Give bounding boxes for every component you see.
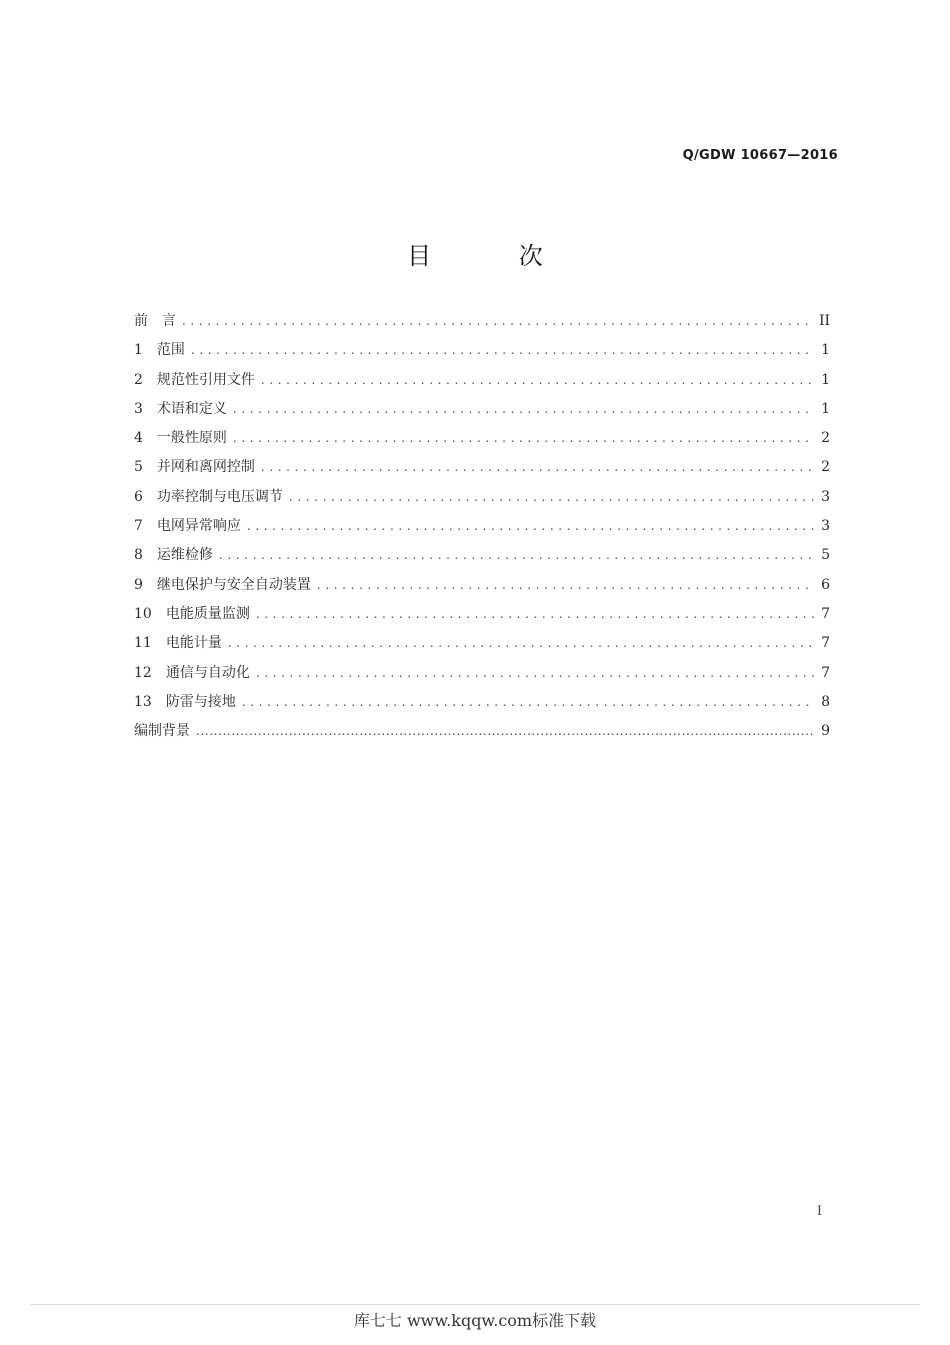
- toc-entry-2[interactable]: [134, 369, 830, 398]
- toc-entry-number: 11: [134, 635, 166, 652]
- toc-entry-page: 9: [821, 723, 830, 740]
- toc-dot-leader: [256, 603, 814, 625]
- toc-entry-number: 3: [134, 400, 157, 417]
- toc-entry-label: 通信与自动化: [165, 664, 250, 681]
- toc-entry-1[interactable]: [134, 339, 830, 368]
- toc-entry-background[interactable]: [134, 720, 830, 749]
- toc-entry-9[interactable]: [134, 574, 830, 603]
- toc-entry-label: 前 言: [134, 313, 176, 329]
- toc-dot-leader: [219, 544, 814, 566]
- toc-entry-11[interactable]: [134, 632, 830, 661]
- toc-entry-12[interactable]: [134, 662, 830, 691]
- toc-dot-leader: [242, 691, 814, 713]
- toc-dot-leader: [191, 339, 814, 361]
- toc-dot-leader: [233, 427, 814, 449]
- toc-entry-4[interactable]: [134, 427, 830, 456]
- footer-watermark-text: 库七七 www.kqqw.com标准下载: [353, 1311, 597, 1330]
- toc-entry-number: 9: [134, 576, 157, 593]
- toc-entry-5[interactable]: [134, 456, 830, 485]
- toc-entry-page: 7: [821, 605, 830, 622]
- toc-dot-leader: [261, 456, 814, 478]
- toc-dot-leader: [228, 632, 814, 654]
- toc-entry-page: 7: [821, 635, 830, 652]
- table-of-contents: [134, 310, 830, 749]
- toc-entry-label: 继电保护与安全自动装置: [156, 576, 311, 593]
- toc-entry-page: 8: [821, 693, 830, 710]
- toc-entry-8[interactable]: [134, 544, 830, 573]
- toc-dot-leader: [196, 720, 814, 742]
- toc-entry-page: 1: [821, 342, 830, 359]
- toc-entry-label: 术语和定义: [156, 400, 227, 417]
- toc-entry-number: 8: [134, 547, 157, 564]
- toc-dot-leader: [317, 574, 814, 596]
- footer-divider: [30, 1304, 920, 1305]
- toc-entry-13[interactable]: [134, 691, 830, 720]
- toc-dot-leader: [289, 486, 814, 508]
- toc-entry-page: 1: [821, 400, 830, 417]
- toc-entry-number: 5: [134, 459, 157, 476]
- toc-entry-number: 4: [134, 430, 157, 447]
- toc-entry-label: 功率控制与电压调节: [156, 488, 283, 505]
- toc-dot-leader: [256, 662, 814, 684]
- toc-entry-label: 规范性引用文件: [156, 371, 255, 388]
- toc-entry-3[interactable]: [134, 398, 830, 427]
- toc-entry-6[interactable]: [134, 486, 830, 515]
- toc-entry-number: 7: [134, 518, 157, 535]
- toc-entry-10[interactable]: [134, 603, 830, 632]
- toc-entry-page: 2: [821, 430, 830, 447]
- toc-entry-number: 1: [134, 342, 157, 359]
- toc-entry-label: 防雷与接地: [165, 693, 236, 710]
- toc-entry-label: 编制背景: [134, 723, 190, 740]
- toc-entry-page: 3: [821, 518, 830, 535]
- toc-entry-label: 电能质量监测: [165, 605, 250, 622]
- toc-dot-leader: [261, 369, 814, 391]
- toc-entry-page: 7: [821, 664, 830, 681]
- toc-entry-number: 6: [134, 488, 157, 505]
- toc-entry-number: 13: [134, 693, 166, 710]
- toc-title: 目 次: [407, 242, 583, 270]
- toc-entry-foreword[interactable]: [134, 310, 830, 339]
- toc-entry-label: 电能计量: [165, 635, 222, 652]
- toc-entry-page: 1: [821, 371, 830, 388]
- toc-entry-page: 2: [821, 459, 830, 476]
- toc-entry-page: 3: [821, 488, 830, 505]
- toc-entry-number: 10: [134, 605, 166, 622]
- toc-dot-leader: [182, 310, 813, 332]
- toc-entry-page: 5: [821, 547, 830, 564]
- toc-entry-label: 并网和离网控制: [156, 459, 255, 476]
- toc-entry-label: 一般性原则: [156, 430, 227, 447]
- toc-entry-label: 电网异常响应: [156, 518, 241, 535]
- toc-dot-leader: [233, 398, 814, 420]
- toc-entry-number: 12: [134, 664, 166, 681]
- toc-entry-number: 2: [134, 371, 157, 388]
- toc-dot-leader: [247, 515, 814, 537]
- toc-entry-page: II: [818, 313, 830, 329]
- toc-entry-label: 运维检修: [156, 547, 213, 564]
- toc-entry-7[interactable]: [134, 515, 830, 544]
- toc-entry-page: 6: [821, 576, 830, 593]
- page-number: I: [816, 1204, 822, 1219]
- toc-entry-label: 范围: [156, 342, 185, 359]
- document-code: Q/GDW 10667—2016: [682, 148, 838, 163]
